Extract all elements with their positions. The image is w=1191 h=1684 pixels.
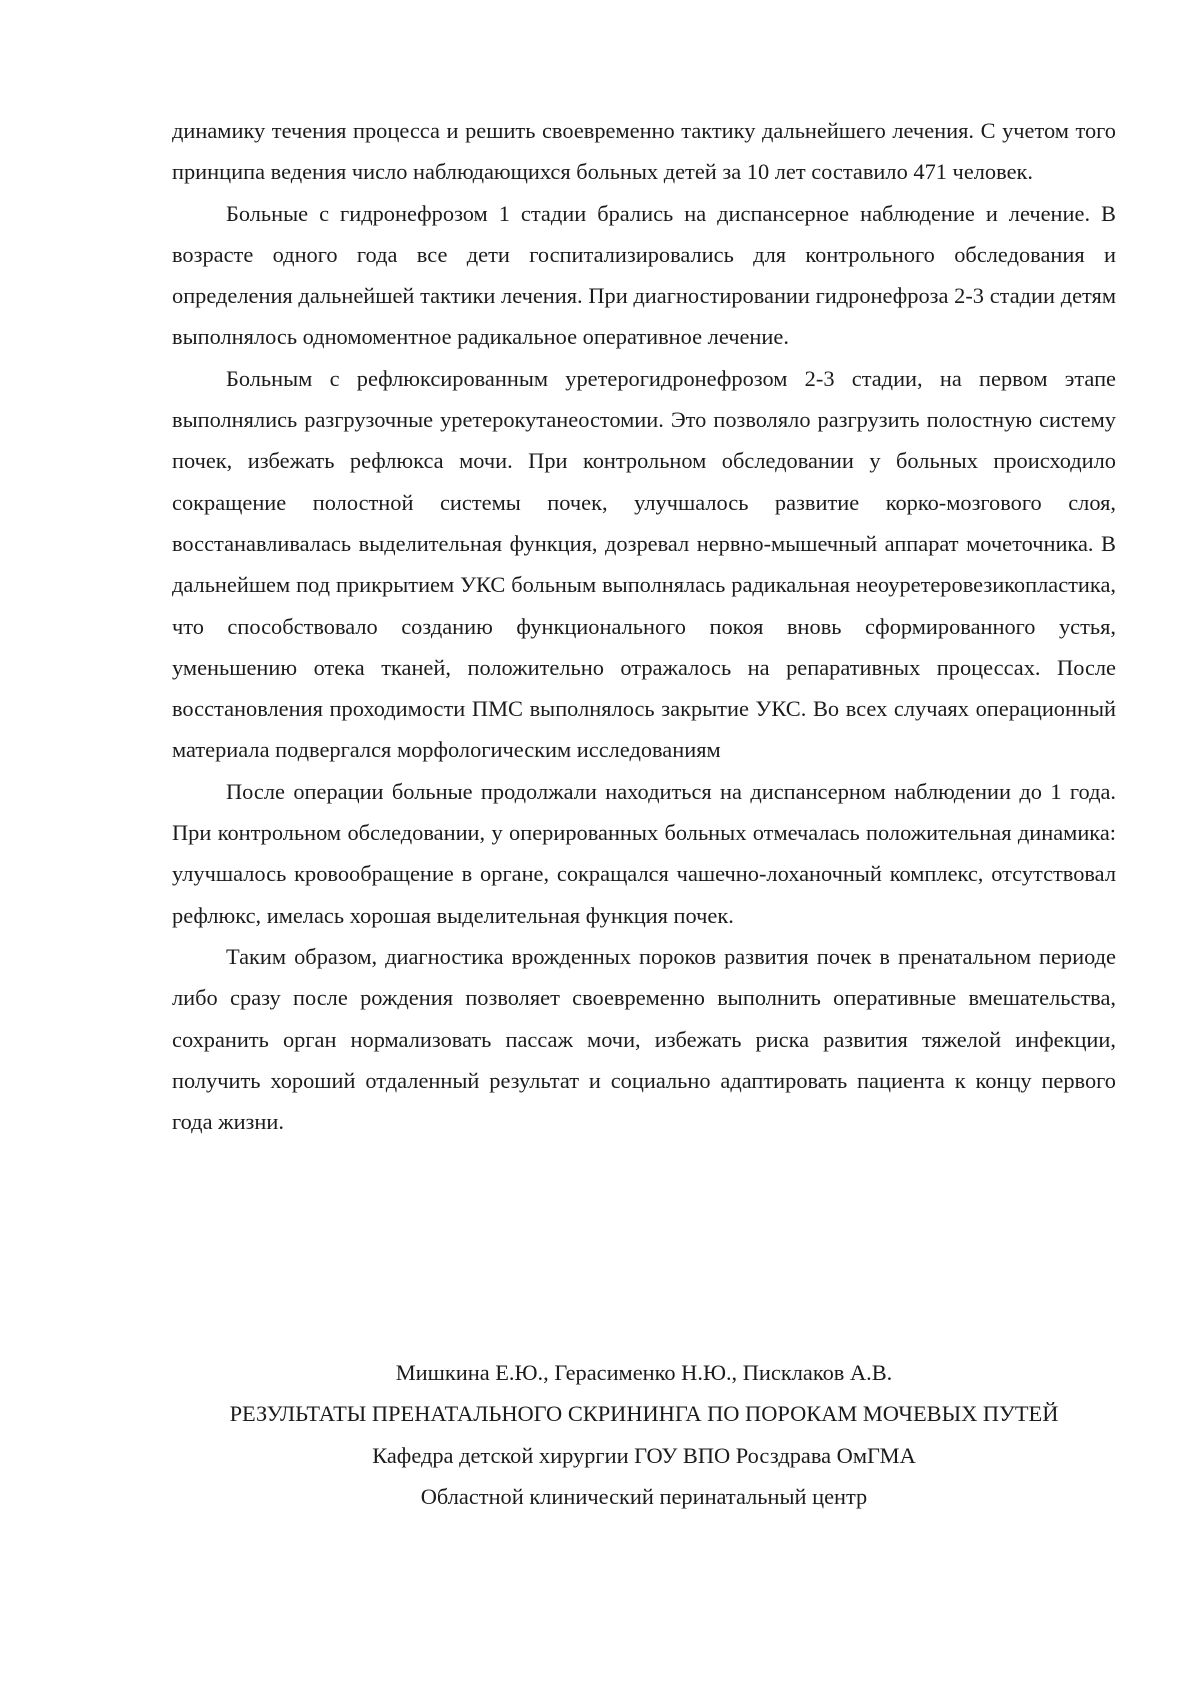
paragraph-postoperative: После операции больные продолжали находиться на диспансерном наблюдении до 1 года. При контрольном обследовании, у оперированных больных отмечалась положительная динамика: улучшалось кровообращение в органе, сокращался чашечно-лоханочный комплекс, отсутствовал рефлюкс, имелась хорошая выделительная функция почек. — [172, 778, 1116, 928]
article-affiliation-department: Кафедра детской хирургии ГОУ ВПО Росздрава ОмГМА — [372, 1442, 916, 1468]
next-article-header — [172, 1352, 1116, 1517]
paragraph-hydronephrosis: Больные с гидронефрозом 1 стадии брались на диспансерное наблюдение и лечение. В возрасте одного года все дети госпитализировались для контрольного обследования и определения дальнейшей тактики лечения. При диагностировании гидронефроза 2-3 стадии детям выполнялось одномоментное радикальное оперативное лечение. — [172, 200, 1116, 350]
article-body — [172, 110, 1116, 1142]
paragraph-conclusion: Таким образом, диагностика врожденных пороков развития почек в пренатальном периоде либо сразу после рождения позволяет своевременно выполнить оперативные вмешательства, сохранить орган нормализовать пассаж мочи, избежать риска развития тяжелой инфекции, получить хороший отдаленный результат и социально адаптировать пациента к концу первого года жизни. — [172, 943, 1116, 1135]
article-affiliation-center: Областной клинический перинатальный центр — [420, 1483, 868, 1509]
paragraph-reflux-treatment: Больным с рефлюксированным уретерогидронефрозом 2-3 стадии, на первом этапе выполнялись разгрузочные уретерокутанеостомии. Это позволяло разгрузить полостную систему почек, избежать рефлюкса мочи. При контрольном обследовании у больных происходило сокращение полостной системы почек, улучшалось развитие корко-мозгового слоя, восстанавливалась выделительная функция, дозревал нервно-мышечный аппарат мочеточника. В дальнейшем под прикрытием УКС больным выполнялась радикальная неоуретеровезикопластика, что способствовало созданию функционального покоя вновь сформированного устья, уменьшению отека тканей, положительно отражалось на репаративных процессах. После восстановления проходимости ПМС выполнялось закрытие УКС. Во всех случаях операционный материала подвергался морфологическим исследованиям — [172, 365, 1116, 763]
paragraph-continuation: динамику течения процесса и решить своевременно тактику дальнейшего лечения. С учетом того принципа ведения число наблюдающихся больных детей за 10 лет составило 471 человек. — [172, 118, 1116, 185]
article-authors: Мишкина Е.Ю., Герасименко Н.Ю., Писклаков А.В. — [395, 1360, 893, 1385]
article-title: РЕЗУЛЬТАТЫ ПРЕНАТАЛЬНОГО СКРИНИНГА ПО ПОРОКАМ МОЧЕВЫХ ПУТЕЙ — [229, 1401, 1059, 1427]
